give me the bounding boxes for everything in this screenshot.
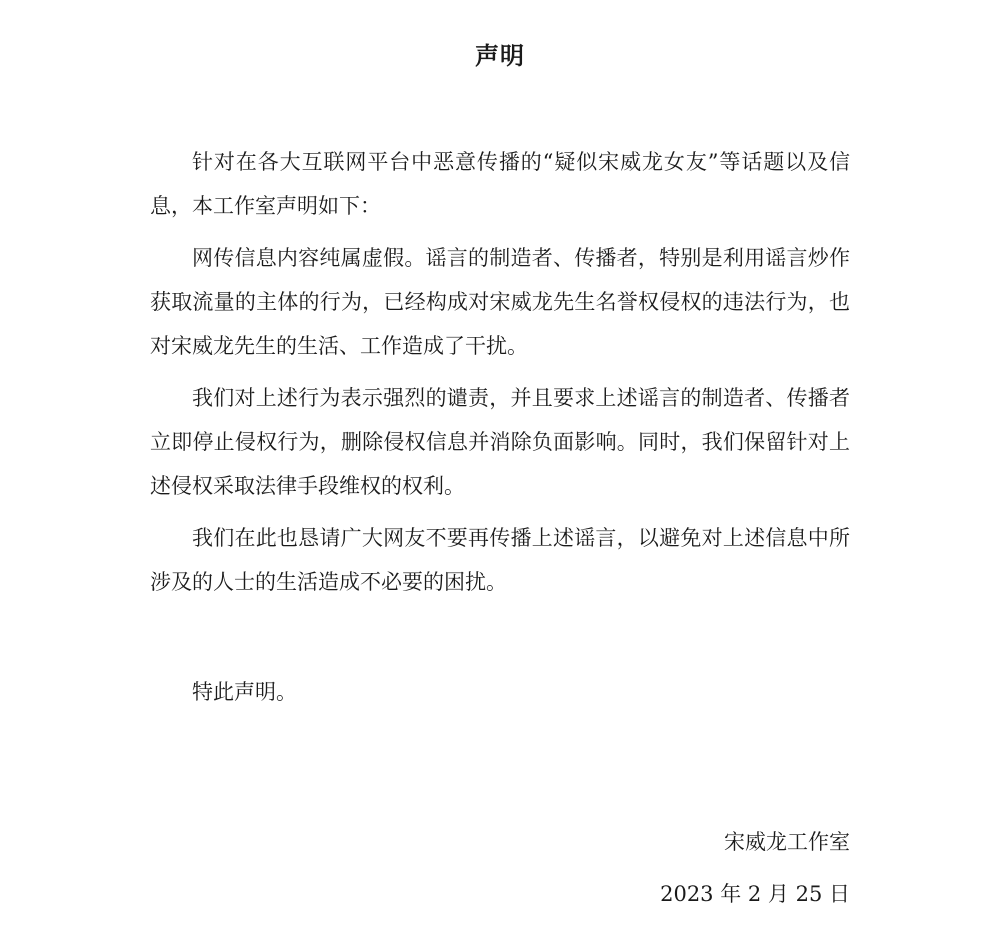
paragraph-condemnation: 我们对上述行为表示强烈的谴责，并且要求上述谣言的制造者、传播者立即停止侵权行为，删除侵权信息并消除负面影响。同时，我们保留针对上述侵权采取法律手段维权的权利。 <box>150 386 850 498</box>
signature-date: 2023 年 2 月 25 日 <box>660 882 850 906</box>
paragraph-appeal: 我们在此也恳请广大网友不要再传播上述谣言，以避免对上述信息中所涉及的人士的生活造成不必要的困扰。 <box>150 526 850 594</box>
closing-statement: 特此声明。 <box>192 680 297 704</box>
paragraph-intro: 针对在各大互联网平台中恶意传播的“疑似宋威龙女友”等话题以及信息，本工作室声明如下： <box>150 150 850 218</box>
signature-organization: 宋威龙工作室 <box>724 830 850 854</box>
spacer <box>150 612 850 670</box>
paragraph-rumor-false: 网传信息内容纯属虚假。谣言的制造者、传播者，特别是利用谣言炒作获取流量的主体的行为，已经构成对宋威龙先生名誉权侵权的违法行为，也对宋威龙先生的生活、工作造成了干扰。 <box>150 246 850 358</box>
document-body <box>150 140 850 722</box>
document-title: 声明 <box>475 42 525 70</box>
